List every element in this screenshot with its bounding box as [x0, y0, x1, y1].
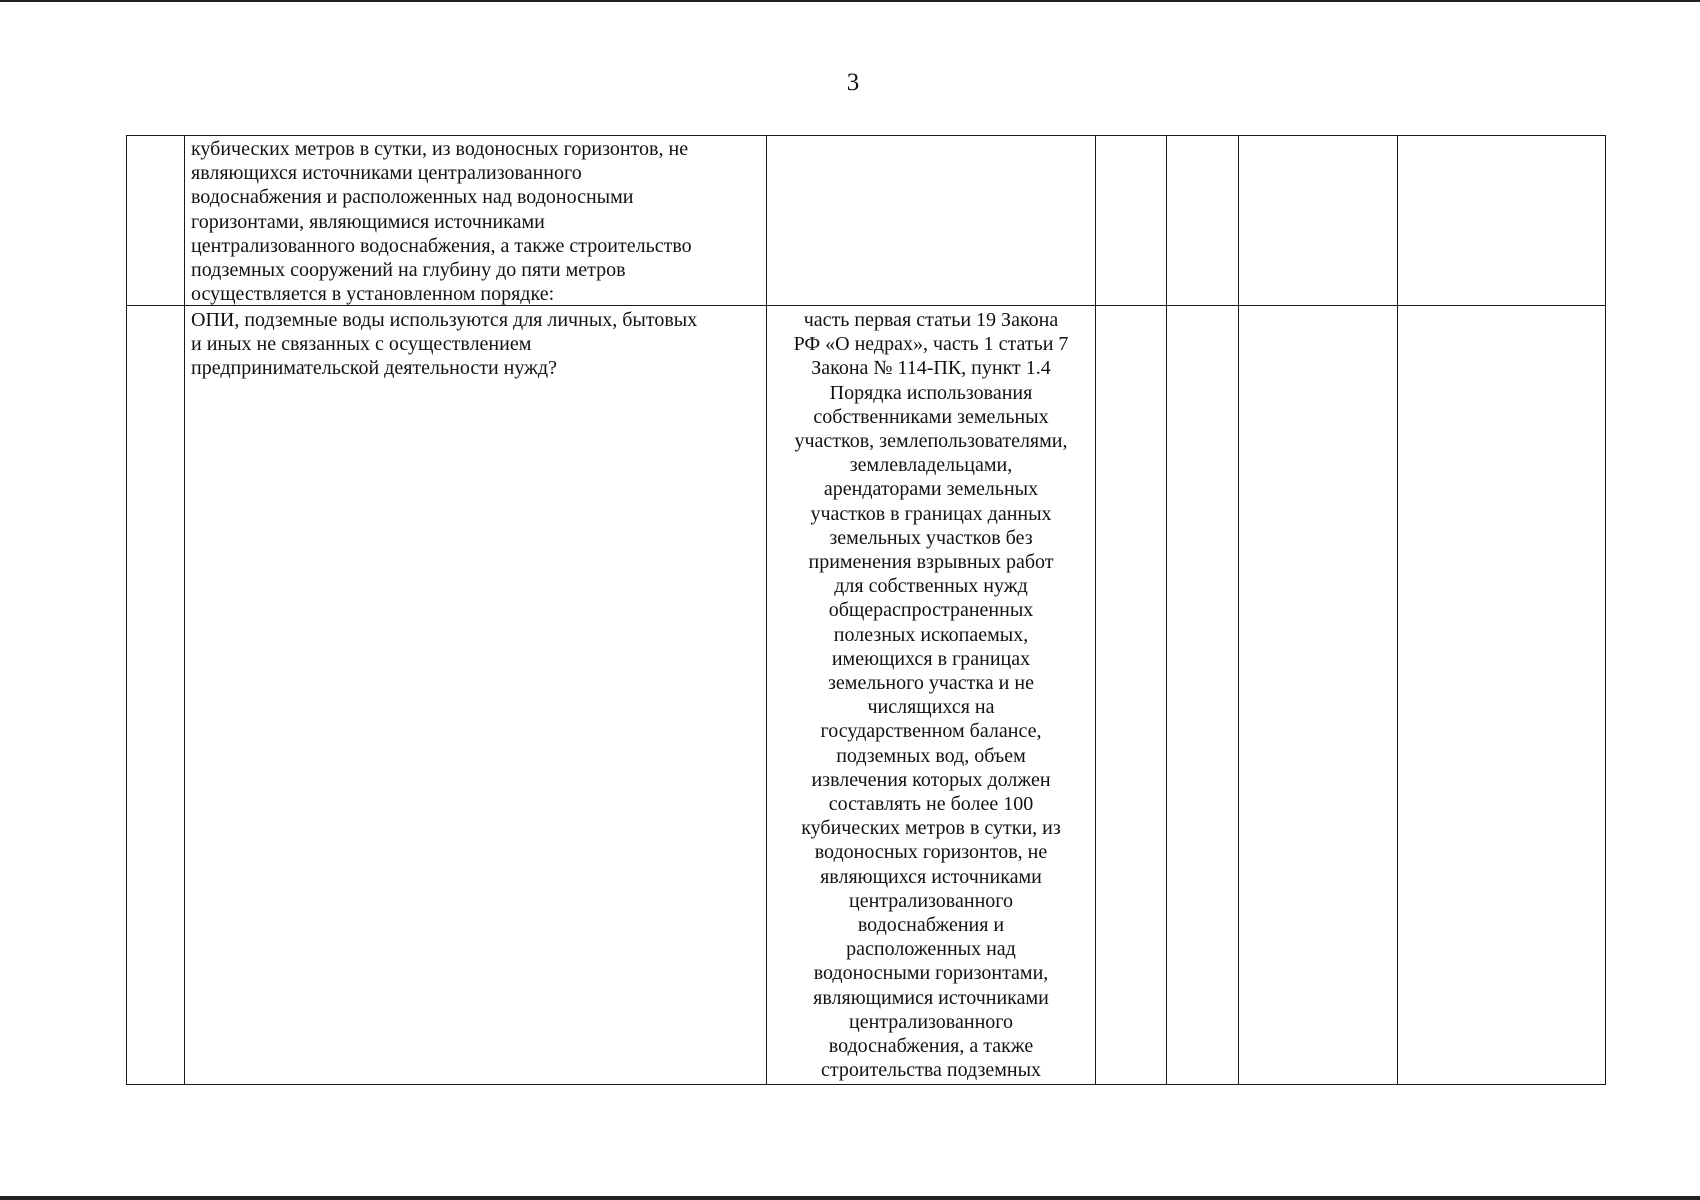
column-divider-5 — [1238, 135, 1239, 1085]
column-divider-2 — [766, 135, 767, 1085]
column-divider-3 — [1095, 135, 1096, 1085]
row2-reference-clip — [768, 306, 1094, 1084]
text-line: имеющихся в границах — [831, 647, 1031, 670]
text-line: государственном балансе, — [820, 720, 1042, 743]
column-divider-6 — [1397, 135, 1398, 1085]
text-line: часть первая статьи 19 Закона — [803, 309, 1059, 331]
text-line: водоснабжения и — [857, 914, 1005, 937]
text-line: составлять не более 100 — [828, 793, 1034, 816]
text-line: участков, землепользователями, — [794, 430, 1068, 453]
row2-reference-cell — [768, 308, 1094, 1083]
text-line: участков в границах данных — [810, 502, 1052, 525]
text-line: централизованного — [849, 1010, 1013, 1033]
text-line: осуществляется в установленном порядке: — [191, 283, 555, 306]
scan-edge-bottom — [0, 1196, 1700, 1200]
scan-edge-top — [0, 0, 1700, 2]
text-line: и иных не связанных с осуществлением — [191, 333, 532, 356]
text-line: Закона № 114-ПК, пункт 1.4 — [811, 357, 1051, 380]
text-line: являющимися источниками — [813, 986, 1049, 1009]
text-line: кубических метров в сутки, из — [801, 817, 1061, 840]
text-line: водоносных горизонтов, не — [814, 841, 1048, 864]
text-line: предпринимательской деятельности нужд? — [191, 357, 557, 380]
text-line: землевладельцами, — [849, 454, 1013, 477]
page-number: 3 — [846, 69, 860, 96]
text-line: Порядка использования — [829, 381, 1033, 404]
text-line: для собственных нужд — [834, 575, 1028, 598]
text-line: арендаторами земельных — [823, 478, 1039, 501]
text-line: горизонтами, являющимися источниками — [191, 210, 545, 233]
column-divider-4 — [1166, 135, 1167, 1085]
text-line: земельного участка и не — [828, 672, 1034, 695]
text-line: подземных вод, объем — [836, 744, 1026, 767]
text-line: являющихся источниками — [820, 865, 1042, 888]
text-line: земельных участков без — [829, 526, 1033, 549]
text-line: числящихся на — [867, 696, 995, 719]
text-line: извлечения которых должен — [811, 768, 1051, 791]
text-line: ОПИ, подземные воды используются для личных, бытовых — [191, 309, 698, 331]
text-line: строительства подземных — [820, 1059, 1042, 1082]
text-line: расположенных над — [846, 938, 1016, 961]
text-line: РФ «О недрах», часть 1 статьи 7 — [793, 333, 1069, 356]
text-line: применения взрывных работ — [808, 551, 1054, 574]
text-line: общераспространенных — [828, 599, 1034, 622]
column-divider-1 — [184, 135, 185, 1085]
text-line: собственниками земельных — [813, 405, 1049, 428]
text-line: централизованного водоснабжения, а также строительство — [191, 234, 692, 257]
text-line: централизованного — [849, 889, 1013, 912]
row1-requirement-cell — [191, 137, 692, 306]
text-line: подземных сооружений на глубину до пяти метров — [191, 259, 626, 282]
text-line: водоносными горизонтами, — [813, 962, 1049, 985]
text-line: являющихся источниками централизованного — [191, 162, 582, 185]
text-line: водоснабжения и расположенных над водоносными — [191, 186, 634, 209]
text-line: полезных ископаемых, — [833, 623, 1029, 646]
text-line: кубических метров в сутки, из водоносных горизонтов, не — [191, 138, 689, 160]
text-line: водоснабжения, а также — [828, 1035, 1034, 1058]
row2-requirement-cell — [191, 308, 697, 381]
